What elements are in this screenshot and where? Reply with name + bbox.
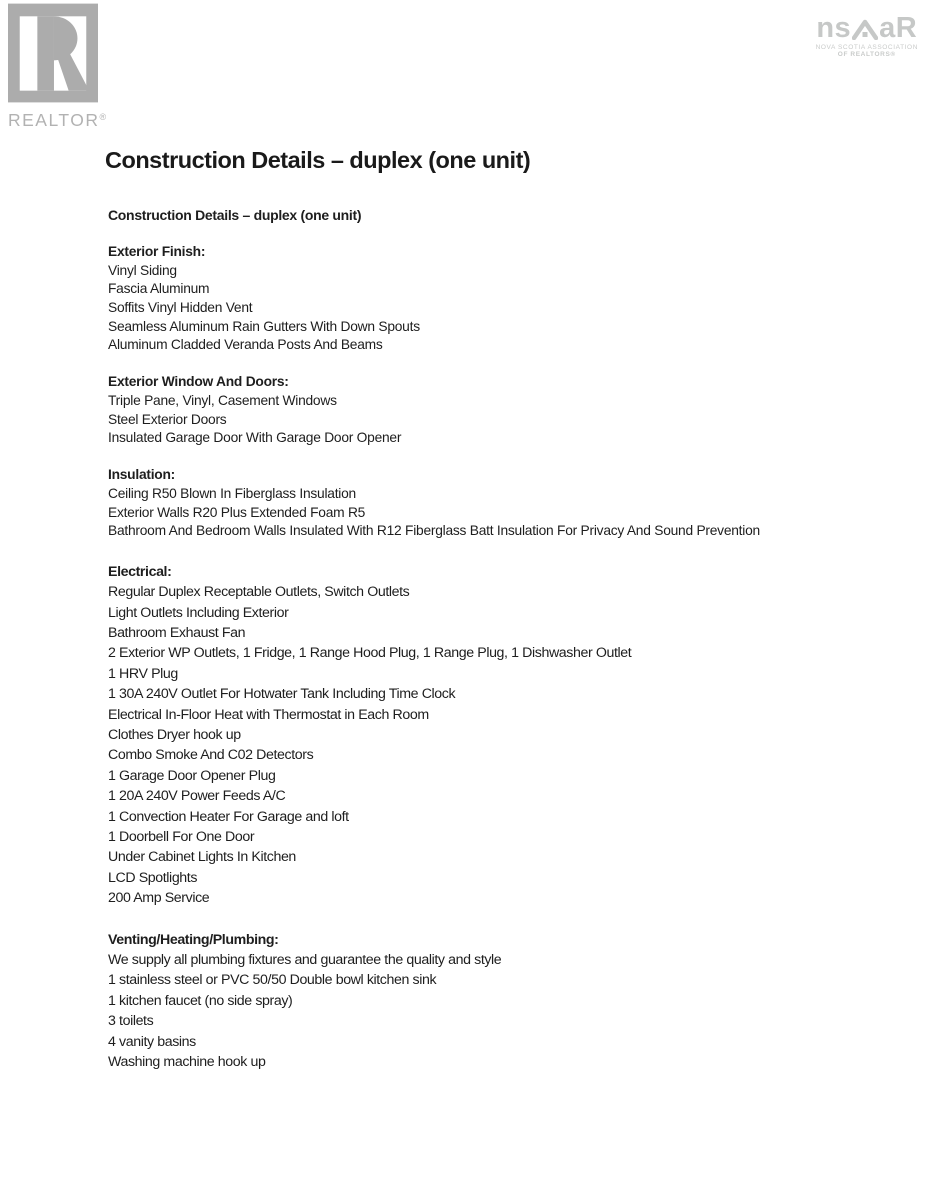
section-item: Light Outlets Including Exterior xyxy=(108,604,289,621)
section-item: Exterior Walls R20 Plus Extended Foam R5 xyxy=(108,504,366,520)
section-item: 1 stainless steel or PVC 50/50 Double bowl kitchen sink xyxy=(108,972,437,989)
section-item: Regular Duplex Receptable Outlets, Switch Outlets xyxy=(108,584,410,601)
document-content xyxy=(105,144,848,1072)
section xyxy=(108,466,848,540)
section-item: 1 Convection Heater For Garage and loft xyxy=(108,808,349,825)
realtor-logo xyxy=(8,3,108,131)
section-item: Bathroom Exhaust Fan xyxy=(108,624,246,641)
nsar-logo xyxy=(816,13,918,58)
section-item: 1 30A 240V Outlet For Hotwater Tank Including Time Clock xyxy=(108,686,456,703)
section-heading: Exterior Finish: xyxy=(108,244,206,260)
section-item: Seamless Aluminum Rain Gutters With Down Spouts xyxy=(108,318,420,334)
section-item: 4 vanity basins xyxy=(108,1033,196,1050)
section-item: Aluminum Cladded Veranda Posts And Beams xyxy=(108,337,383,353)
section-item: 200 Amp Service xyxy=(108,890,210,907)
section-item: Bathroom And Bedroom Walls Insulated With R12 Fiberglass Batt Insulation For Privacy And Sound Prevention xyxy=(108,523,760,539)
nsar-tagline-line1: NOVA SCOTIA ASSOCIATION xyxy=(815,44,918,51)
section xyxy=(108,243,848,355)
section-item: Vinyl Siding xyxy=(108,262,177,278)
realtor-word-text: REALTOR xyxy=(8,110,100,130)
section xyxy=(108,373,848,447)
section-item: Washing machine hook up xyxy=(108,1054,266,1071)
section-heading: Venting/Heating/Plumbing: xyxy=(108,931,279,948)
house-roof-icon xyxy=(852,16,878,46)
section-item: 3 toilets xyxy=(108,1013,154,1030)
section-item: Triple Pane, Vinyl, Casement Windows xyxy=(108,392,337,408)
section-item: Clothes Dryer hook up xyxy=(108,726,241,743)
section-item: 1 20A 240V Power Feeds A/C xyxy=(108,788,286,805)
section-item: 1 kitchen faucet (no side spray) xyxy=(108,992,293,1009)
section-item: Electrical In-Floor Heat with Thermostat in Each Room xyxy=(108,706,429,723)
nsar-text-right: aR xyxy=(879,12,918,44)
section-item: 1 HRV Plug xyxy=(108,665,178,682)
page-title: Construction Details – duplex (one unit) xyxy=(105,147,531,173)
section-item: Combo Smoke And C02 Detectors xyxy=(108,747,314,764)
section-item: LCD Spotlights xyxy=(108,869,198,886)
realtor-wordmark xyxy=(8,110,108,131)
section-item: Steel Exterior Doors xyxy=(108,411,227,427)
registered-mark: ® xyxy=(99,112,107,122)
section-item: Fascia Aluminum xyxy=(108,281,210,297)
section-item: 1 Doorbell For One Door xyxy=(108,828,255,845)
section xyxy=(108,930,848,1073)
section-item: Insulated Garage Door With Garage Door Opener xyxy=(108,430,402,446)
section-item: Under Cabinet Lights In Kitchen xyxy=(108,849,296,866)
nsar-wordmark xyxy=(816,13,918,43)
sections-container xyxy=(108,243,848,1072)
section-item: 1 Garage Door Opener Plug xyxy=(108,767,276,784)
section-item: Ceiling R50 Blown In Fiberglass Insulation xyxy=(108,485,356,501)
page-subtitle: Construction Details – duplex (one unit) xyxy=(108,207,362,223)
nsar-tagline xyxy=(816,44,918,58)
section-item: 2 Exterior WP Outlets, 1 Fridge, 1 Range Hood Plug, 1 Range Plug, 1 Dishwasher Outlet xyxy=(108,645,632,662)
section-item: Soffits Vinyl Hidden Vent xyxy=(108,299,253,315)
section-heading: Electrical: xyxy=(108,563,172,580)
section-heading: Exterior Window And Doors: xyxy=(108,374,289,390)
section-heading: Insulation: xyxy=(108,467,175,483)
nsar-text-left: ns xyxy=(816,12,852,44)
nsar-tagline-line2: OF REALTORS® xyxy=(837,51,896,58)
realtor-r-icon xyxy=(8,3,98,103)
section xyxy=(108,562,848,909)
section-item: We supply all plumbing fixtures and guarantee the quality and style xyxy=(108,952,502,968)
